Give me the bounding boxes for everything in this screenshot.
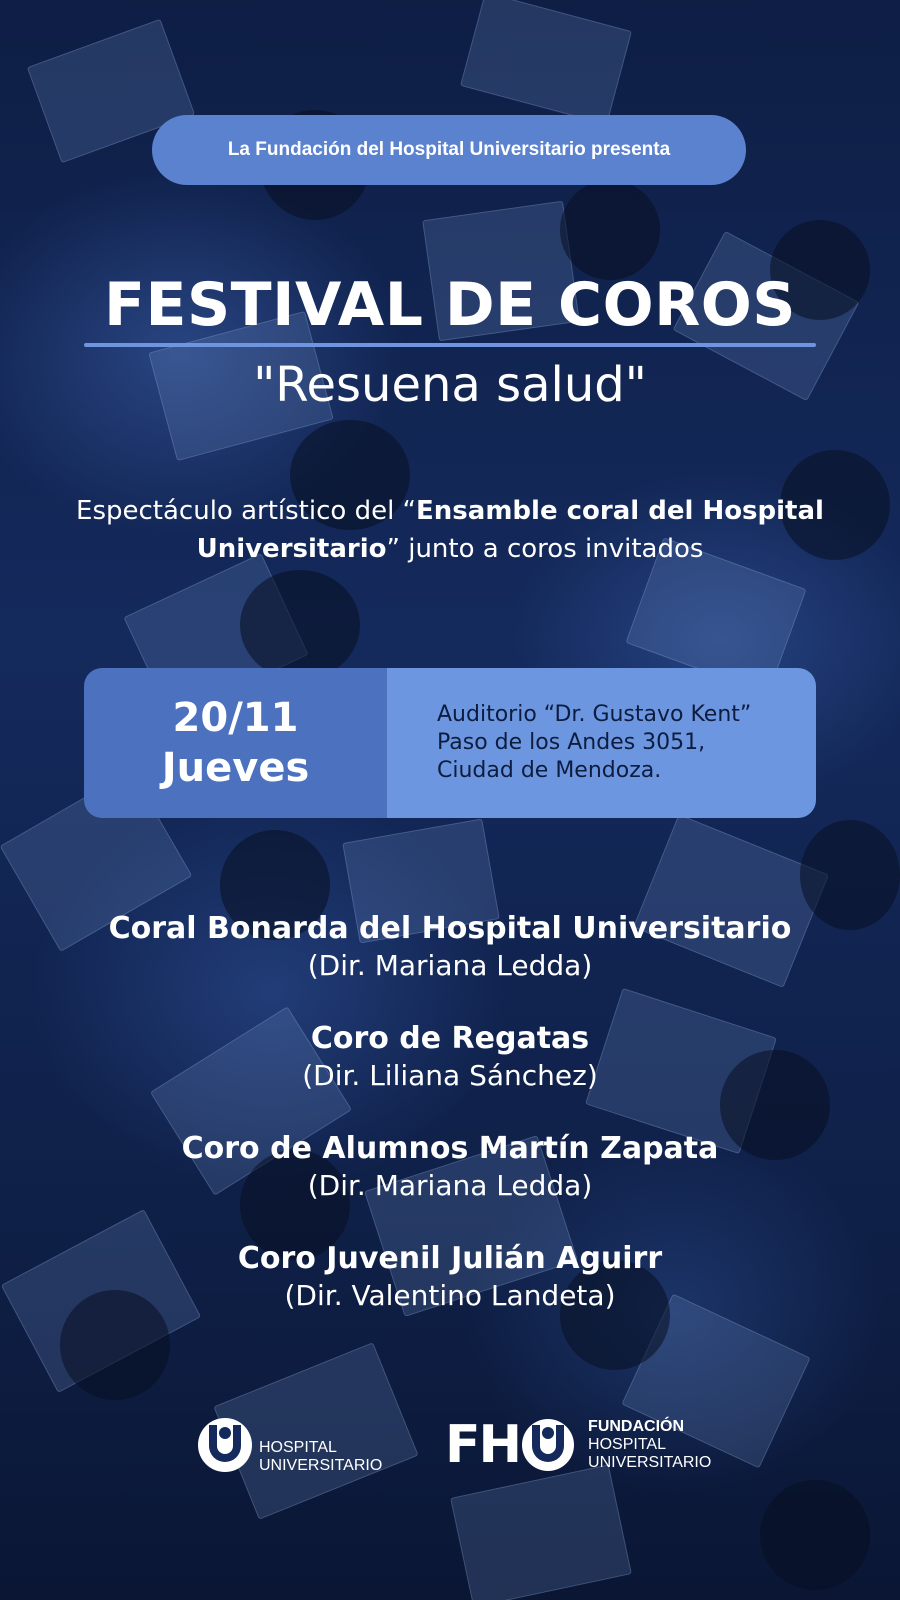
choir-item bbox=[0, 910, 900, 984]
festival-title: FESTIVAL DE COROS bbox=[104, 270, 796, 340]
description-highlight: Ensamble coral del Hospital Universitario bbox=[196, 496, 824, 564]
fundacion-logo-line3: UNIVERSITARIO bbox=[588, 1454, 712, 1471]
choir-name: Coro Juvenil Julián Aguirr bbox=[237, 1241, 663, 1276]
hospital-universitario-logo bbox=[195, 1415, 382, 1475]
date-block bbox=[84, 668, 387, 818]
event-description bbox=[60, 492, 840, 568]
choir-item bbox=[0, 1240, 900, 1314]
fundacion-logo-icon bbox=[520, 1415, 576, 1475]
choir-director: (Dir. Liliana Sánchez) bbox=[302, 1059, 598, 1092]
choir-name: Coro de Alumnos Martín Zapata bbox=[181, 1131, 719, 1166]
choir-director: (Dir. Mariana Ledda) bbox=[307, 949, 593, 982]
description-prefix: Espectáculo artístico del “ bbox=[76, 496, 417, 526]
fundacion-logo-mark: FH bbox=[445, 1415, 521, 1475]
fundacion-logo-line1: FUNDACIÓN bbox=[588, 1418, 685, 1435]
presenter-banner bbox=[152, 115, 746, 185]
hospital-logo-icon bbox=[195, 1415, 255, 1475]
event-date: 20/11 bbox=[172, 695, 299, 741]
festival-subtitle: "Resuena salud" bbox=[253, 357, 647, 413]
venue-street: Paso de los Andes 3051, bbox=[437, 730, 706, 755]
fundacion-logo bbox=[445, 1415, 711, 1475]
title-underline bbox=[84, 343, 816, 347]
choir-director: (Dir. Mariana Ledda) bbox=[307, 1169, 593, 1202]
venue-name: Auditorio “Dr. Gustavo Kent” bbox=[437, 702, 752, 727]
choir-item bbox=[0, 1130, 900, 1204]
venue-city: Ciudad de Mendoza. bbox=[437, 758, 662, 783]
choir-name: Coral Bonarda del Hospital Universitario bbox=[108, 911, 792, 946]
description-suffix: ” junto a coros invitados bbox=[386, 534, 704, 564]
event-weekday: Jueves bbox=[161, 745, 310, 791]
event-info-card bbox=[84, 668, 816, 818]
hospital-logo-line1: HOSPITAL bbox=[259, 1439, 337, 1456]
venue-block bbox=[387, 668, 816, 818]
fundacion-logo-line2: HOSPITAL bbox=[588, 1436, 666, 1453]
choir-director: (Dir. Valentino Landeta) bbox=[284, 1279, 616, 1312]
presenter-text: La Fundación del Hospital Universitario presenta bbox=[227, 139, 671, 160]
hospital-logo-line2: UNIVERSITARIO bbox=[259, 1457, 383, 1474]
choir-name: Coro de Regatas bbox=[310, 1021, 590, 1056]
choir-item bbox=[0, 1020, 900, 1094]
